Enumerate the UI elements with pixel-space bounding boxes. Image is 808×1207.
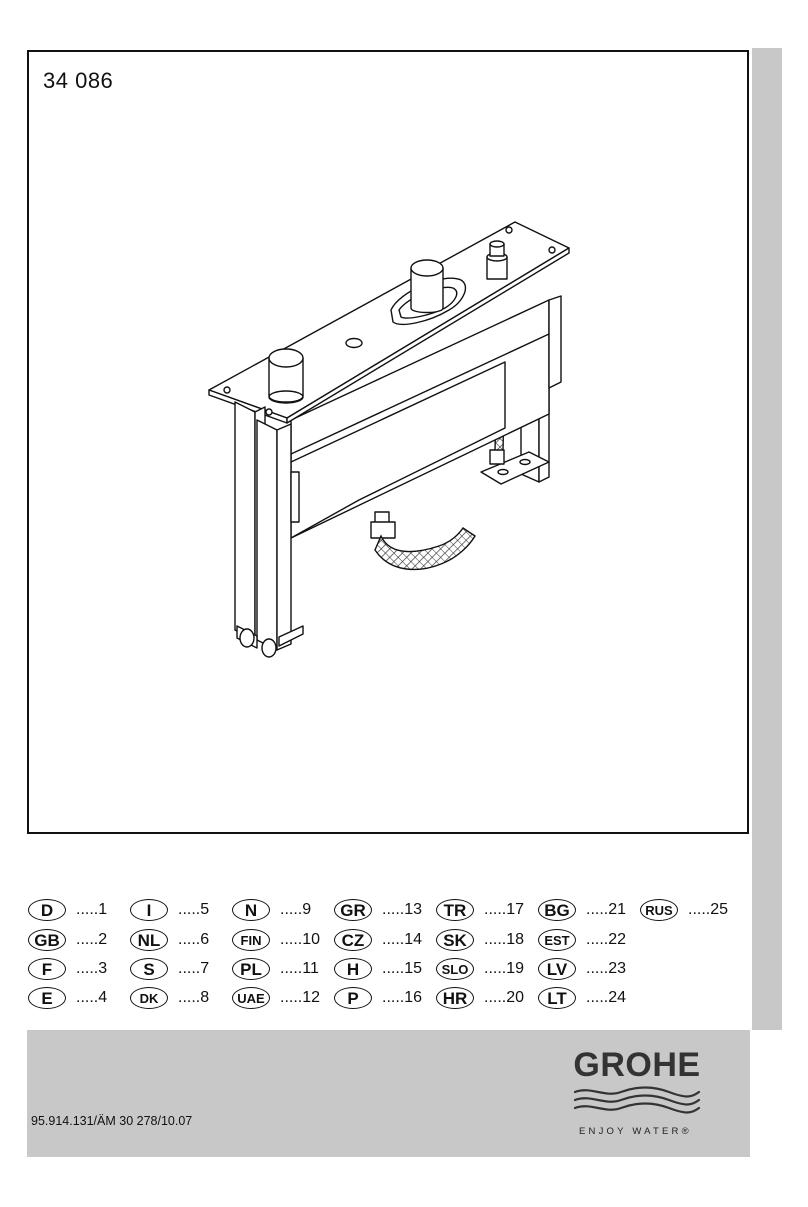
language-badge: GB	[28, 929, 66, 951]
language-page: .....22	[586, 931, 627, 948]
language-entry[interactable]	[232, 957, 319, 981]
language-badge: GR	[334, 899, 372, 921]
language-badge: SLO	[436, 958, 474, 980]
product-drawing	[29, 52, 747, 832]
language-entry[interactable]	[538, 986, 626, 1010]
language-entry[interactable]	[640, 898, 728, 922]
language-index	[28, 898, 752, 1028]
language-entry[interactable]	[130, 928, 209, 952]
language-entry[interactable]	[334, 898, 422, 922]
language-badge: LT	[538, 987, 576, 1009]
language-entry[interactable]	[436, 986, 524, 1010]
language-badge: SK	[436, 929, 474, 951]
language-badge: N	[232, 899, 270, 921]
language-badge: CZ	[334, 929, 372, 951]
language-entry[interactable]	[28, 957, 107, 981]
language-badge: E	[28, 987, 66, 1009]
side-bar	[752, 48, 782, 1030]
language-page: .....19	[484, 960, 525, 977]
brand-tagline: ENJOY WATER®	[579, 1126, 692, 1137]
product-figure-frame	[27, 50, 749, 834]
language-page: .....5	[178, 901, 210, 918]
language-page: .....17	[484, 901, 525, 918]
language-entry[interactable]	[130, 957, 209, 981]
language-entry[interactable]	[436, 898, 524, 922]
language-page: .....6	[178, 931, 210, 948]
language-badge: P	[334, 987, 372, 1009]
language-badge: EST	[538, 929, 576, 951]
language-badge: F	[28, 958, 66, 980]
brand-logo	[567, 1048, 707, 1116]
brand-name: GROHE	[573, 1046, 701, 1084]
language-badge: HR	[436, 987, 474, 1009]
language-entry[interactable]	[538, 898, 626, 922]
language-page: .....7	[178, 960, 210, 977]
language-page: .....21	[586, 901, 627, 918]
model-number: 34 086	[43, 68, 114, 93]
water-waves-icon	[571, 1086, 703, 1116]
language-entry[interactable]	[28, 898, 107, 922]
language-page: .....13	[382, 901, 423, 918]
language-page: .....24	[586, 989, 627, 1006]
language-page: .....11	[280, 960, 319, 977]
language-entry[interactable]	[232, 898, 311, 922]
language-page: .....9	[280, 901, 312, 918]
language-page: .....20	[484, 989, 525, 1006]
language-entry[interactable]	[436, 957, 524, 981]
language-page: .....8	[178, 989, 210, 1006]
language-page: .....25	[688, 901, 729, 918]
language-page: .....2	[76, 931, 108, 948]
language-badge: TR	[436, 899, 474, 921]
language-entry[interactable]	[334, 986, 422, 1010]
language-entry[interactable]	[130, 986, 209, 1010]
language-entry[interactable]	[334, 928, 422, 952]
language-entry[interactable]	[538, 928, 626, 952]
language-badge: NL	[130, 929, 168, 951]
language-badge: PL	[232, 958, 270, 980]
language-page: .....1	[76, 901, 108, 918]
language-page: .....16	[382, 989, 423, 1006]
language-badge: S	[130, 958, 168, 980]
language-badge: LV	[538, 958, 576, 980]
language-page: .....10	[280, 931, 321, 948]
language-entry[interactable]	[538, 957, 626, 981]
language-badge: BG	[538, 899, 576, 921]
language-entry[interactable]	[28, 986, 107, 1010]
language-page: .....18	[484, 931, 525, 948]
language-badge: H	[334, 958, 372, 980]
document-code: 95.914.131/ÄM 30 278/10.07	[31, 1114, 193, 1128]
language-page: .....23	[586, 960, 627, 977]
language-entry[interactable]	[334, 957, 422, 981]
language-page: .....12	[280, 989, 321, 1006]
language-badge: D	[28, 899, 66, 921]
language-entry[interactable]	[436, 928, 524, 952]
footer-band	[27, 1030, 750, 1157]
language-badge: FIN	[232, 929, 270, 951]
language-badge: I	[130, 899, 168, 921]
language-entry[interactable]	[130, 898, 209, 922]
language-badge: UAE	[232, 987, 270, 1009]
language-page: .....15	[382, 960, 423, 977]
language-page: .....4	[76, 989, 108, 1006]
language-badge: DK	[130, 987, 168, 1009]
language-entry[interactable]	[28, 928, 107, 952]
language-page: .....14	[382, 931, 423, 948]
language-page: .....3	[76, 960, 108, 977]
language-entry[interactable]	[232, 986, 320, 1010]
language-badge: RUS	[640, 899, 678, 921]
language-entry[interactable]	[232, 928, 320, 952]
